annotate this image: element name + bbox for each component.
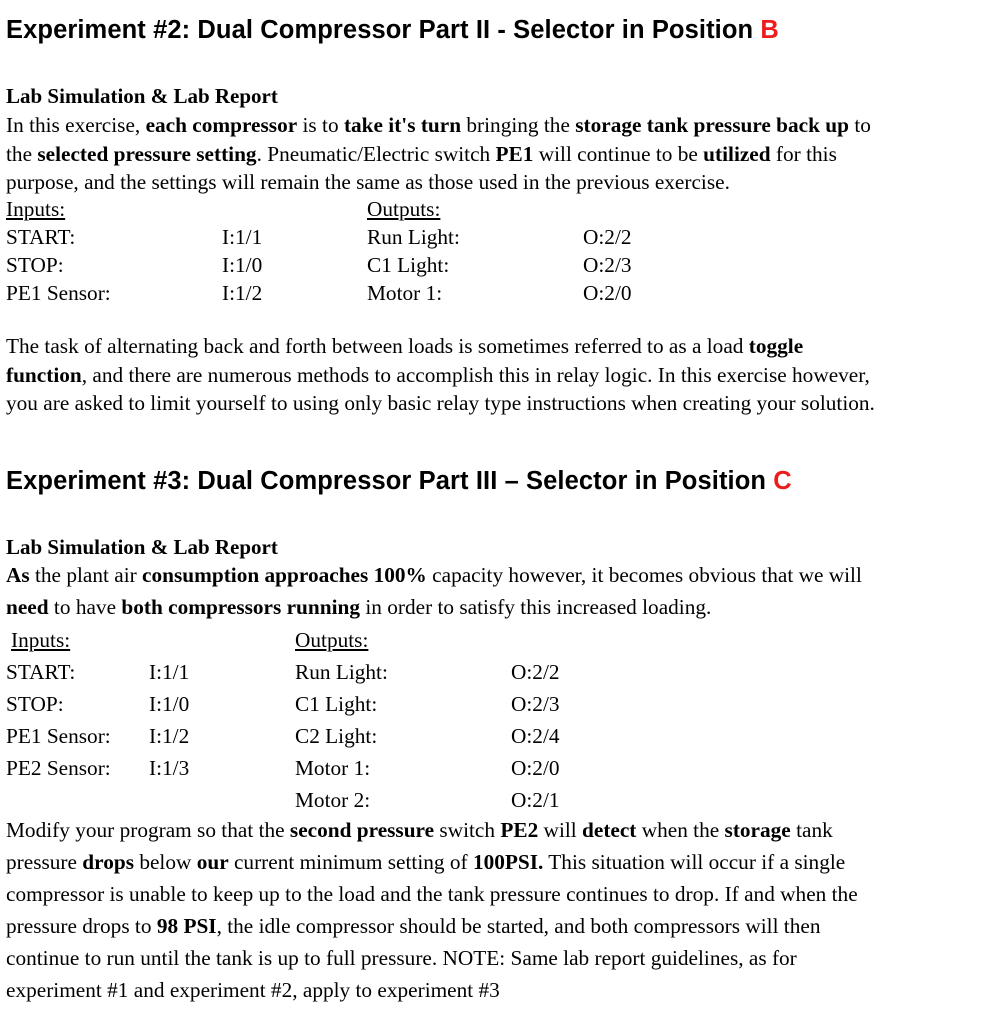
exp3-output-addr: O:2/3 xyxy=(511,692,560,716)
exp3-input-addr: I:1/3 xyxy=(149,756,190,780)
exp3-modify-line-6: experiment #1 and experiment #2, apply to experiment #3 xyxy=(6,978,500,1002)
exp3-modify-line-2: pressure drops below our current minimum setting of 100PSI. This situation will occur if a single xyxy=(6,850,846,874)
exp3-input-label: PE2 Sensor: xyxy=(6,756,111,780)
exp3-input-label: START: xyxy=(6,660,76,684)
exp3-title: Experiment #3: Dual Compressor Part III – Selector in Position C xyxy=(6,467,792,495)
exp2-intro-line-3: purpose, and the settings will remain the same as those used in the previous exercise. xyxy=(6,170,730,194)
exp2-title: Experiment #2: Dual Compressor Part II - Selector in Position B xyxy=(6,16,779,44)
exp2-output-addr: O:2/0 xyxy=(583,281,632,305)
exp2-position-letter: B xyxy=(760,16,779,44)
exp3-output-addr: O:2/4 xyxy=(511,724,560,748)
exp3-intro-line-1: As the plant air consumption approaches 100% capacity however, it becomes obvious that we will xyxy=(6,563,862,587)
exp3-inputs-header: Inputs: xyxy=(11,628,71,652)
exp2-output-label: C1 Light: xyxy=(367,253,450,277)
exp3-input-addr: I:1/0 xyxy=(149,692,190,716)
exp3-input-label: PE1 Sensor: xyxy=(6,724,111,748)
exp3-outputs-header: Outputs: xyxy=(295,628,369,652)
exp3-modify-paragraph xyxy=(6,814,1001,1006)
exp3-modify-line-1: Modify your program so that the second pressure switch PE2 will detect when the storage tank xyxy=(6,818,833,842)
exp2-intro-line-1: In this exercise, each compressor is to take it's turn bringing the storage tank pressure back up to xyxy=(6,113,871,137)
exp2-input-label: START: xyxy=(6,225,76,249)
exp2-toggle-line-2: function, and there are numerous methods to accomplish this in relay logic. In this exercise however, xyxy=(6,362,870,387)
exp3-input-addr: I:1/2 xyxy=(149,724,190,748)
exp2-outputs-header: Outputs: xyxy=(367,197,441,221)
exp2-toggle-line-3: you are asked to limit yourself to using only basic relay type instructions when creating your solution. xyxy=(6,391,875,415)
exp2-output-label: Run Light: xyxy=(367,225,460,249)
exp2-intro-line-2: the selected pressure setting. Pneumatic/Electric switch PE1 will continue to be utilized for this xyxy=(6,141,837,166)
exp3-output-addr: O:2/1 xyxy=(511,788,560,812)
exp2-input-addr: I:1/2 xyxy=(222,281,263,305)
exp3-modify-line-5: continue to run until the tank is up to full pressure. NOTE: Same lab report guidelines, as for xyxy=(6,946,797,970)
exp2-input-label: PE1 Sensor: xyxy=(6,281,111,305)
exp3-output-addr: O:2/0 xyxy=(511,756,560,780)
exp3-output-label: C1 Light: xyxy=(295,692,378,716)
exp3-output-label: Motor 2: xyxy=(295,788,371,812)
exp2-input-addr: I:1/0 xyxy=(222,253,263,277)
exp2-toggle-line-1: The task of alternating back and forth between loads is sometimes referred to as a load toggle xyxy=(6,334,804,358)
exp2-input-label: STOP: xyxy=(6,253,64,277)
exp3-modify-line-3: compressor is unable to keep up to the load and the tank pressure continues to drop. If and when the xyxy=(6,882,858,906)
exp3-output-label: C2 Light: xyxy=(295,724,378,748)
exp3-intro-line-2: need to have both compressors running in order to satisfy this increased loading. xyxy=(6,595,712,619)
exp3-modify-line-4: pressure drops to 98 PSI, the idle compressor should be started, and both compressors will then xyxy=(6,914,821,938)
exp3-output-label: Motor 1: xyxy=(295,756,371,780)
exp3-input-addr: I:1/1 xyxy=(149,660,190,684)
exp2-subtitle: Lab Simulation & Lab Report xyxy=(6,84,278,108)
exp3-subtitle: Lab Simulation & Lab Report xyxy=(6,535,278,559)
exp3-intro-paragraph xyxy=(6,559,1001,623)
exp2-output-label: Motor 1: xyxy=(367,281,443,305)
exp2-inputs-header: Inputs: xyxy=(6,197,66,221)
exp3-output-label: Run Light: xyxy=(295,660,388,684)
exp3-output-addr: O:2/2 xyxy=(511,660,560,684)
exp2-output-addr: O:2/2 xyxy=(583,225,632,249)
exp2-intro-paragraph xyxy=(6,111,1001,197)
exp3-position-letter: C xyxy=(773,467,792,495)
exp2-output-addr: O:2/3 xyxy=(583,253,632,277)
exp2-input-addr: I:1/1 xyxy=(222,225,263,249)
exp3-input-label: STOP: xyxy=(6,692,64,716)
exp2-toggle-paragraph xyxy=(6,332,1001,418)
